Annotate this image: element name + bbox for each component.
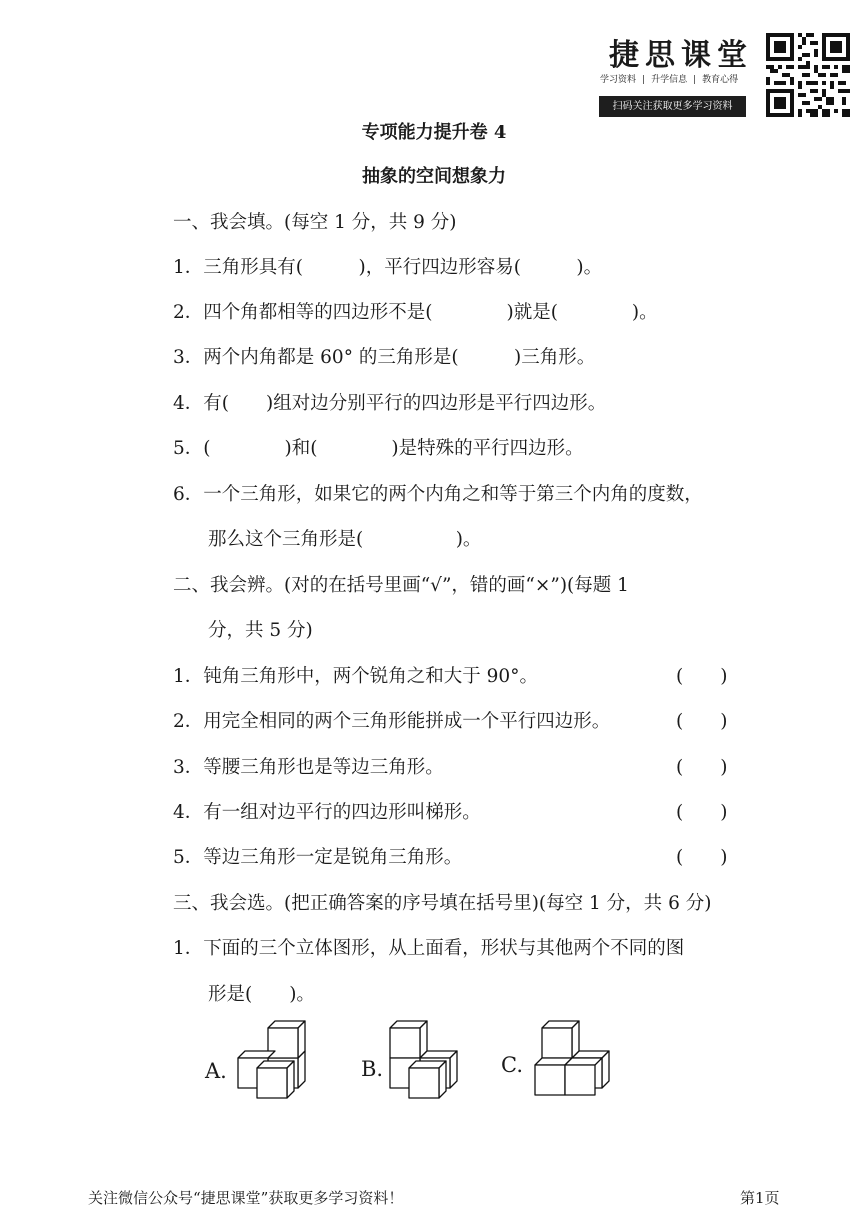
page-subtitle: 抽象的空间想象力 bbox=[362, 166, 506, 187]
judge-item-1: 1．钝角三角形中，两个锐角之和大于 90°。 bbox=[173, 666, 538, 687]
brand-tag: 教育心得 bbox=[702, 75, 739, 85]
tag-divider: | bbox=[642, 75, 646, 85]
section1-question-6-line1: 6．一个三角形，如果它的两个内角之和等于第三个内角的度数， bbox=[173, 484, 703, 505]
option-b-cube-figure bbox=[386, 1020, 466, 1100]
page-number: 第1页 bbox=[740, 1189, 780, 1207]
answer-paren-4[interactable]: ( ) bbox=[676, 802, 728, 823]
judge-item-3: 3．等腰三角形也是等边三角形。 bbox=[173, 757, 444, 778]
option-b-label: B. bbox=[361, 1057, 384, 1081]
section1-question-5: 5．( )和( )是特殊的平行四边形。 bbox=[173, 438, 584, 459]
judge-item-4: 4．有一组对边平行的四边形叫梯形。 bbox=[173, 802, 481, 823]
judge-item-2: 2．用完全相同的两个三角形能拼成一个平行四边形。 bbox=[173, 711, 611, 732]
answer-paren-3[interactable]: ( ) bbox=[676, 757, 728, 778]
qr-code-icon[interactable] bbox=[766, 33, 850, 117]
option-c-label: C. bbox=[501, 1053, 523, 1077]
section1-question-3: 3．两个内角都是 60° 的三角形是( )三角形。 bbox=[173, 347, 596, 368]
section1-question-6-line2: 那么这个三角形是( )。 bbox=[208, 529, 482, 550]
option-a-cube-figure bbox=[232, 1020, 312, 1100]
section1-heading: 一、我会填。(每空 1 分，共 9 分) bbox=[173, 212, 457, 233]
option-c-cube-figure bbox=[532, 1020, 612, 1100]
brand-tag: 升学信息 bbox=[651, 75, 688, 85]
section1-question-2: 2．四个角都相等的四边形不是( )就是( )。 bbox=[173, 302, 658, 323]
brand-tag: 学习资料 bbox=[600, 75, 637, 85]
section3-heading: 三、我会选。(把正确答案的序号填在括号里)(每空 1 分，共 6 分) bbox=[173, 893, 712, 914]
section1-question-4: 4．有( )组对边分别平行的四边形是平行四边形。 bbox=[173, 393, 607, 414]
brand-banner: 扫码关注获取更多学习资料 bbox=[599, 96, 746, 117]
footer-promo: 关注微信公众号“捷思课堂”获取更多学习资料！ bbox=[88, 1189, 404, 1207]
answer-paren-5[interactable]: ( ) bbox=[676, 847, 728, 868]
section3-question-1-line1: 1．下面的三个立体图形，从上面看，形状与其他两个不同的图 bbox=[173, 938, 685, 959]
page-title: 专项能力提升卷 4 bbox=[361, 122, 507, 143]
answer-paren-1[interactable]: ( ) bbox=[676, 666, 728, 687]
tag-divider: | bbox=[693, 75, 697, 85]
section3-question-1-line2: 形是( )。 bbox=[208, 984, 315, 1005]
section2-heading-line2: 分，共 5 分) bbox=[208, 620, 313, 641]
answer-paren-2[interactable]: ( ) bbox=[676, 711, 728, 732]
section2-heading-line1: 二、我会辨。(对的在括号里画“√”，错的画“×”)(每题 1 bbox=[173, 575, 629, 596]
brand-name: 捷思课堂 bbox=[609, 38, 753, 73]
judge-item-5: 5．等边三角形一定是锐角三角形。 bbox=[173, 847, 463, 868]
brand-tags bbox=[600, 72, 744, 85]
option-a-label: A. bbox=[205, 1059, 227, 1083]
section1-question-1: 1．三角形具有( )，平行四边形容易( )。 bbox=[173, 257, 603, 278]
